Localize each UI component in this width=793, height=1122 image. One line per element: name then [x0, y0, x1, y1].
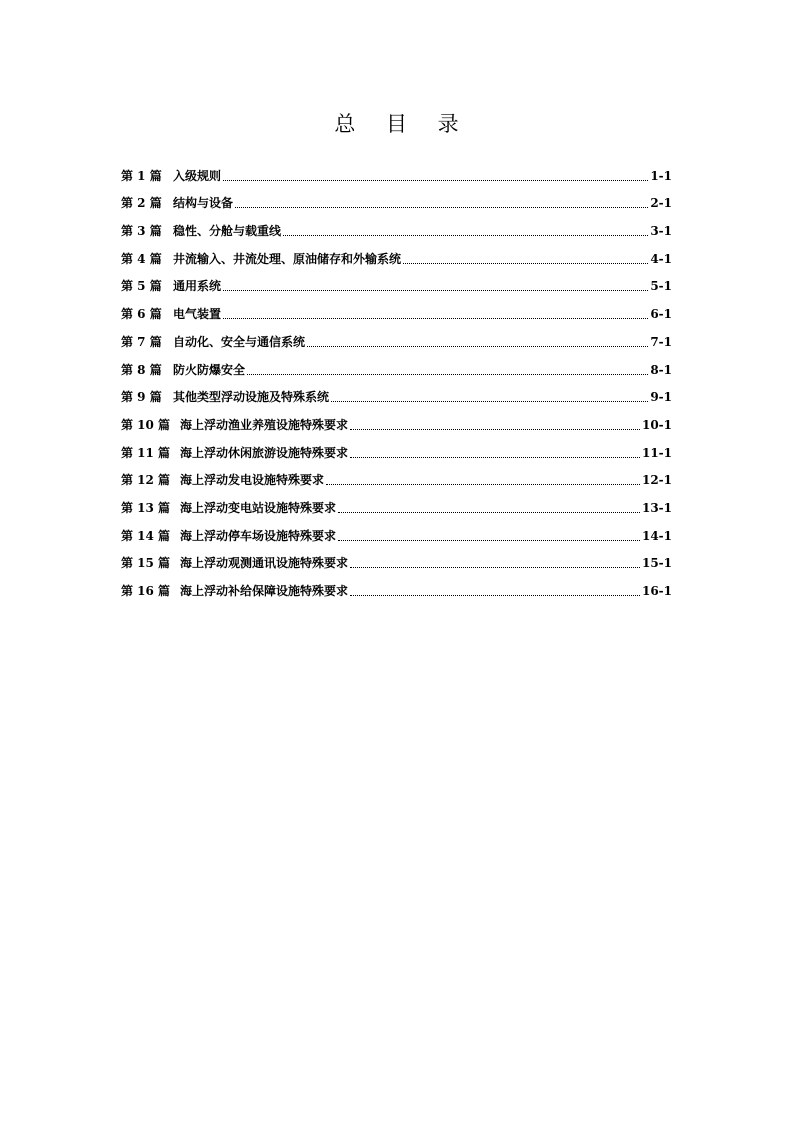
table-of-contents: [121, 157, 672, 600]
toc-part-title: 海上浮动变电站设施特殊要求: [180, 500, 337, 515]
toc-part-number: 第 9 篇: [121, 390, 162, 405]
dot-leader: [350, 567, 640, 568]
toc-part-title: 稳性、分舱与载重线: [173, 224, 282, 239]
toc-entry-part-16[interactable]: [121, 572, 672, 600]
toc-part-title: 海上浮动观测通讯设施特殊要求: [180, 556, 349, 571]
toc-part-title: 通用系统: [173, 279, 222, 294]
toc-entry-part-14[interactable]: [121, 517, 672, 545]
dot-leader: [307, 346, 648, 347]
toc-page-number: 14-1: [641, 528, 672, 543]
dot-leader: [350, 595, 640, 596]
toc-entry-part-11[interactable]: [121, 434, 672, 462]
dot-leader: [247, 374, 648, 375]
toc-part-number: 第 5 篇: [121, 279, 162, 294]
toc-page-number: 8-1: [650, 362, 672, 377]
toc-part-title: 入级规则: [173, 168, 222, 183]
toc-entry-part-7[interactable]: [121, 323, 672, 351]
dot-leader: [223, 290, 648, 291]
toc-page-number: 6-1: [650, 307, 672, 322]
toc-entry-part-5[interactable]: [121, 268, 672, 296]
dot-leader: [350, 457, 640, 458]
toc-page-number: 4-1: [650, 251, 672, 266]
dot-leader: [403, 263, 648, 264]
toc-part-title: 防火防爆安全: [173, 362, 246, 377]
toc-part-title: 海上浮动渔业养殖设施特殊要求: [180, 417, 349, 432]
toc-part-number: 第 3 篇: [121, 224, 162, 239]
toc-part-title: 海上浮动休闲旅游设施特殊要求: [180, 445, 349, 460]
toc-page-number: 13-1: [641, 500, 672, 515]
toc-part-number: 第 13 篇: [121, 500, 171, 515]
toc-entry-part-13[interactable]: [121, 489, 672, 517]
dot-leader: [223, 180, 648, 181]
toc-entry-part-9[interactable]: [121, 379, 672, 407]
toc-entry-part-10[interactable]: [121, 406, 672, 434]
toc-part-title: 其他类型浮动设施及特殊系统: [173, 390, 330, 405]
toc-part-number: 第 1 篇: [121, 168, 162, 183]
dot-leader: [283, 235, 648, 236]
toc-part-title: 结构与设备: [173, 196, 234, 211]
toc-page-number: 2-1: [650, 196, 672, 211]
dot-leader: [326, 484, 640, 485]
toc-part-number: 第 14 篇: [121, 528, 171, 543]
toc-part-title: 海上浮动发电设施特殊要求: [180, 473, 325, 488]
toc-part-number: 第 4 篇: [121, 251, 162, 266]
toc-page-number: 3-1: [650, 224, 672, 239]
toc-entry-part-8[interactable]: [121, 351, 672, 379]
toc-entry-part-6[interactable]: [121, 295, 672, 323]
toc-entry-part-1[interactable]: [121, 157, 672, 185]
toc-part-number: 第 11 篇: [121, 445, 171, 460]
page-title: 总 目 录: [334, 112, 471, 136]
toc-part-title: 海上浮动停车场设施特殊要求: [180, 528, 337, 543]
dot-leader: [338, 540, 640, 541]
dot-leader: [235, 207, 648, 208]
toc-page-number: 11-1: [641, 445, 672, 460]
toc-part-title: 井流输入、井流处理、原油储存和外输系统: [173, 251, 402, 266]
dot-leader: [223, 318, 648, 319]
dot-leader: [338, 512, 640, 513]
toc-part-number: 第 7 篇: [121, 334, 162, 349]
toc-part-title: 电气装置: [173, 307, 222, 322]
toc-part-number: 第 6 篇: [121, 307, 162, 322]
toc-page-number: 15-1: [641, 556, 672, 571]
toc-part-number: 第 12 篇: [121, 473, 171, 488]
toc-part-number: 第 8 篇: [121, 362, 162, 377]
toc-part-number: 第 2 篇: [121, 196, 162, 211]
toc-part-number: 第 15 篇: [121, 556, 171, 571]
toc-entry-part-2[interactable]: [121, 185, 672, 213]
dot-leader: [350, 429, 640, 430]
toc-entry-part-12[interactable]: [121, 462, 672, 490]
toc-page-number: 9-1: [650, 390, 672, 405]
toc-page-number: 12-1: [641, 473, 672, 488]
toc-part-number: 第 16 篇: [121, 584, 171, 598]
toc-entry-part-4[interactable]: [121, 240, 672, 268]
toc-entry-part-3[interactable]: [121, 212, 672, 240]
toc-page-number: 16-1: [641, 584, 672, 598]
dot-leader: [331, 401, 648, 402]
toc-part-title: 海上浮动补给保障设施特殊要求: [180, 584, 349, 598]
toc-entry-part-15[interactable]: [121, 545, 672, 573]
toc-page-number: 5-1: [650, 279, 672, 294]
toc-page-number: 7-1: [650, 334, 672, 349]
toc-part-number: 第 10 篇: [121, 417, 171, 432]
toc-page-number: 1-1: [650, 168, 672, 183]
toc-page-number: 10-1: [641, 417, 672, 432]
toc-part-title: 自动化、安全与通信系统: [173, 334, 306, 349]
